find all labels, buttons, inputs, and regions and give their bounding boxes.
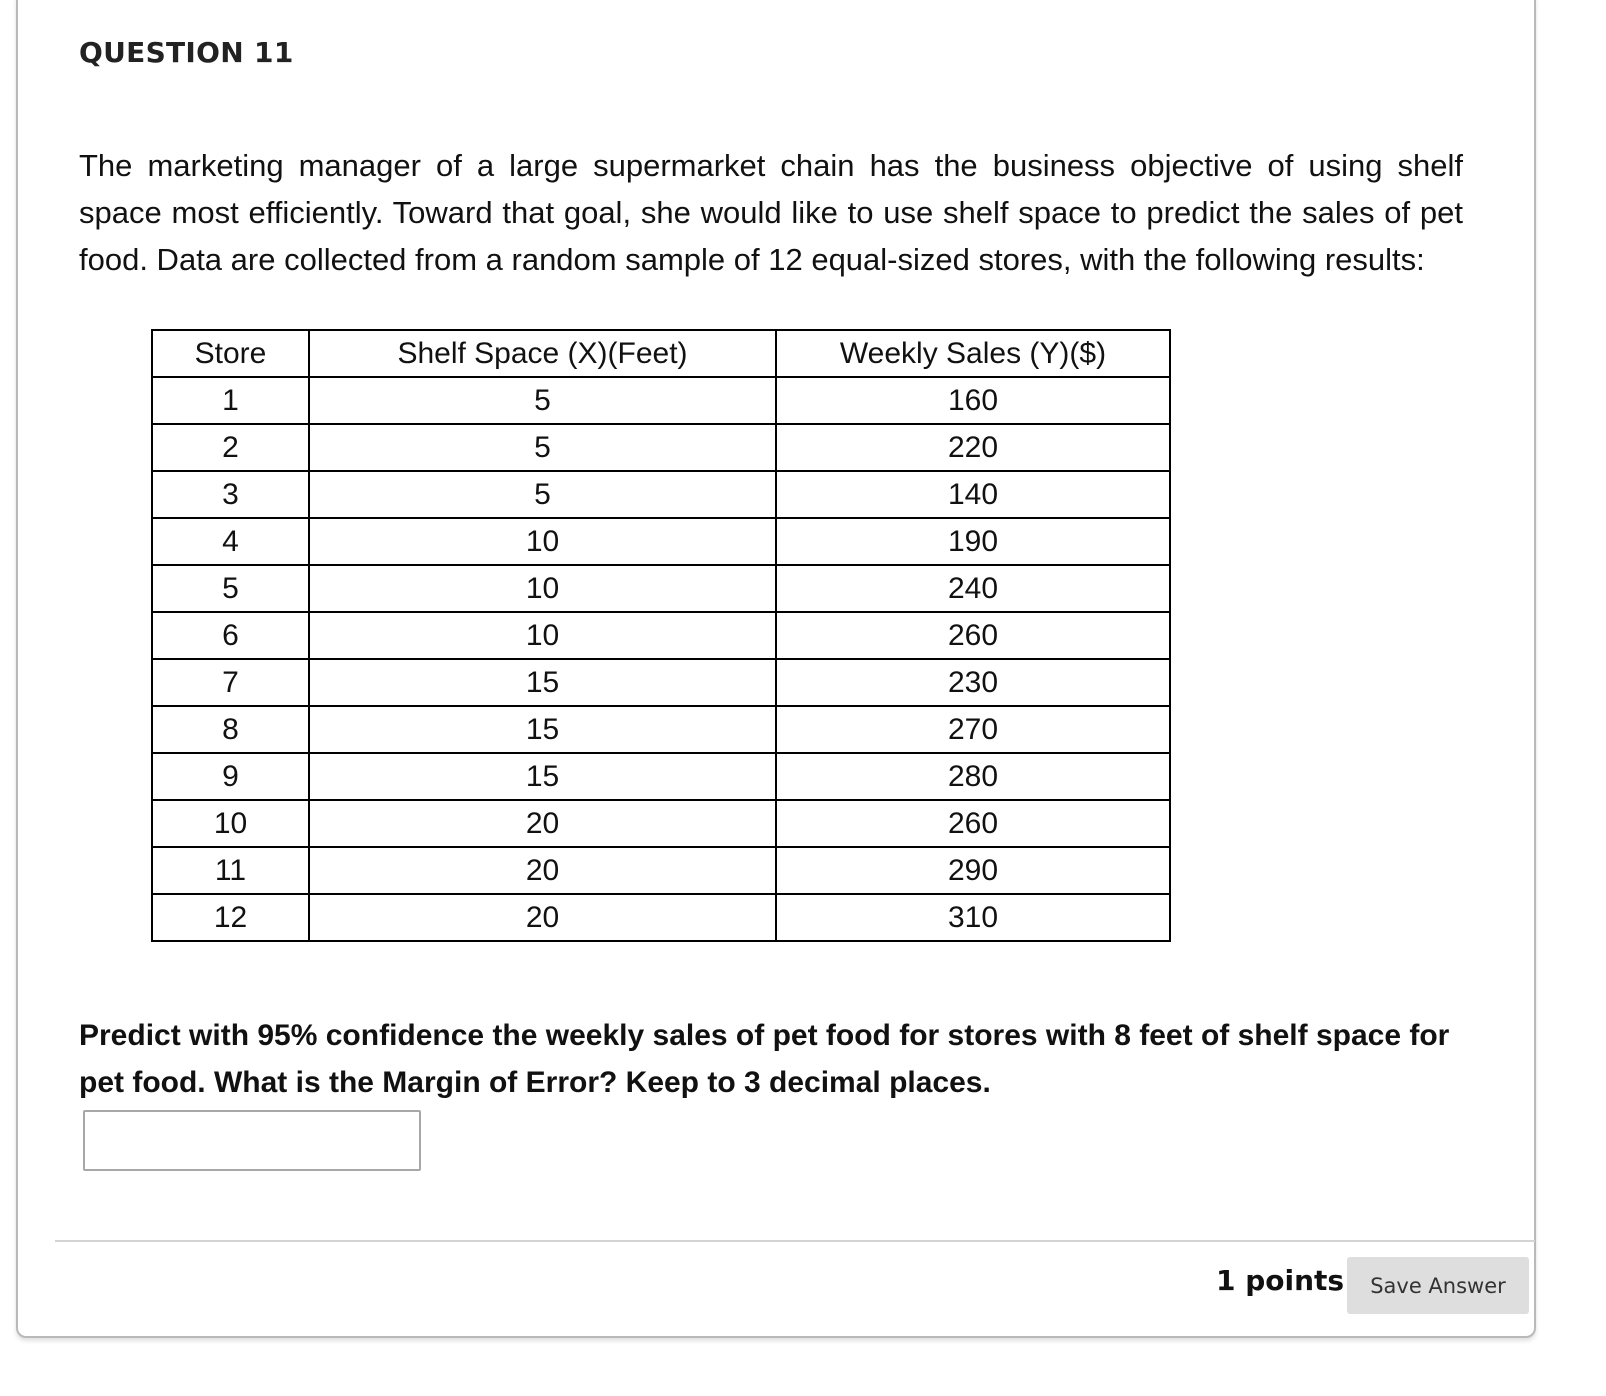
data-table <box>151 329 1171 942</box>
shelf-space-cell: 15 <box>309 753 776 800</box>
table-row <box>152 518 1170 565</box>
weekly-sales-cell: 230 <box>776 659 1170 706</box>
store-cell: 12 <box>152 894 309 941</box>
table-row <box>152 612 1170 659</box>
weekly-sales-cell: 260 <box>776 612 1170 659</box>
shelf-space-cell: 20 <box>309 894 776 941</box>
weekly-sales-cell: 190 <box>776 518 1170 565</box>
shelf-space-cell: 10 <box>309 518 776 565</box>
weekly-sales-cell: 280 <box>776 753 1170 800</box>
column-header-weekly-sales: Weekly Sales (Y)($) <box>776 330 1170 377</box>
weekly-sales-cell: 290 <box>776 847 1170 894</box>
weekly-sales-cell: 160 <box>776 377 1170 424</box>
shelf-space-cell: 10 <box>309 565 776 612</box>
table-row <box>152 847 1170 894</box>
column-header-shelf-space: Shelf Space (X)(Feet) <box>309 330 776 377</box>
shelf-space-cell: 20 <box>309 847 776 894</box>
table-row <box>152 424 1170 471</box>
store-cell: 10 <box>152 800 309 847</box>
weekly-sales-cell: 260 <box>776 800 1170 847</box>
points-label: 1 points <box>1216 1264 1345 1297</box>
weekly-sales-cell: 270 <box>776 706 1170 753</box>
column-header-store: Store <box>152 330 309 377</box>
store-cell: 11 <box>152 847 309 894</box>
store-cell: 2 <box>152 424 309 471</box>
weekly-sales-cell: 310 <box>776 894 1170 941</box>
store-cell: 9 <box>152 753 309 800</box>
shelf-space-cell: 15 <box>309 706 776 753</box>
table-row <box>152 471 1170 518</box>
shelf-space-cell: 15 <box>309 659 776 706</box>
answer-input[interactable] <box>83 1110 421 1171</box>
store-cell: 8 <box>152 706 309 753</box>
table-row <box>152 565 1170 612</box>
question-intro: The marketing manager of a large supermarket chain has the business objective of using shelf space most efficiently. Toward that goal, she would like to use shelf space to predict the sales of pet food. Data are collected from a random sample of 12 equal-sized stores, with the following results: <box>79 148 1463 277</box>
store-cell: 1 <box>152 377 309 424</box>
table-row <box>152 377 1170 424</box>
store-cell: 4 <box>152 518 309 565</box>
question-title: QUESTION 11 <box>79 36 294 69</box>
footer-divider <box>55 1240 1535 1242</box>
save-answer-button[interactable]: Save Answer <box>1347 1257 1529 1314</box>
shelf-space-cell: 5 <box>309 424 776 471</box>
weekly-sales-cell: 140 <box>776 471 1170 518</box>
store-cell: 5 <box>152 565 309 612</box>
table-row <box>152 753 1170 800</box>
shelf-space-cell: 20 <box>309 800 776 847</box>
question-card <box>16 0 1536 1338</box>
table-row <box>152 894 1170 941</box>
shelf-space-cell: 5 <box>309 471 776 518</box>
table-header-row <box>152 330 1170 377</box>
shelf-space-cell: 10 <box>309 612 776 659</box>
weekly-sales-cell: 240 <box>776 565 1170 612</box>
table-row <box>152 706 1170 753</box>
store-cell: 7 <box>152 659 309 706</box>
table-row <box>152 800 1170 847</box>
store-cell: 6 <box>152 612 309 659</box>
table-row <box>152 659 1170 706</box>
question-prompt: Predict with 95% confidence the weekly sales of pet food for stores with 8 feet of shelf space for pet food. What is the Margin of Error? Keep to 3 decimal places. <box>79 1019 1450 1099</box>
weekly-sales-cell: 220 <box>776 424 1170 471</box>
shelf-space-cell: 5 <box>309 377 776 424</box>
store-cell: 3 <box>152 471 309 518</box>
